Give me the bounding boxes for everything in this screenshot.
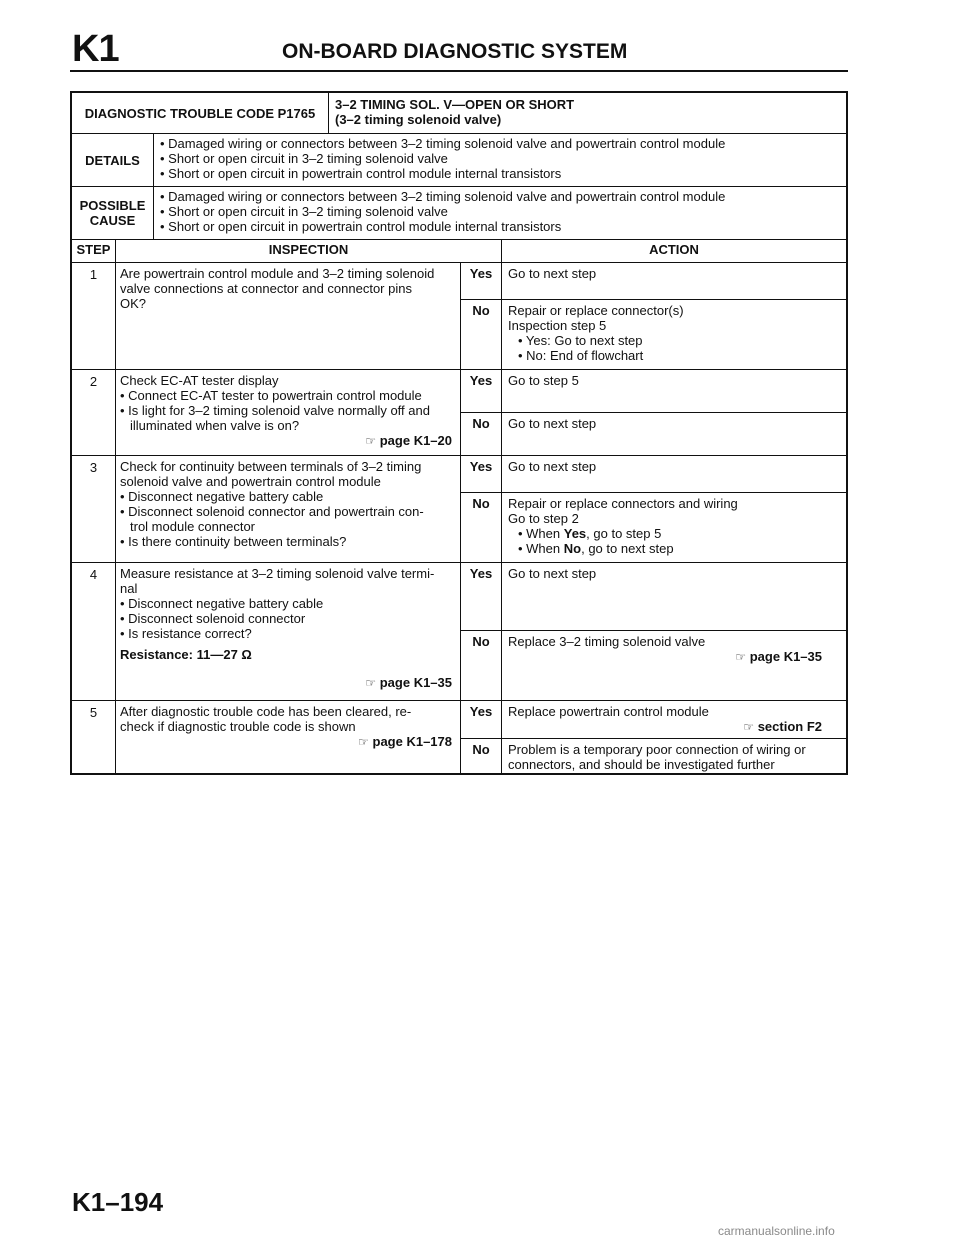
- details-item: • Short or open circuit in powertrain control module internal transistors: [160, 166, 562, 181]
- pointing-hand-icon: ☞: [358, 735, 369, 749]
- yes-action-row: [461, 456, 846, 493]
- no-action-row: [461, 739, 846, 775]
- yes-label: Yes: [461, 370, 502, 412]
- dtc-label: DIAGNOSTIC TROUBLE CODE P1765: [72, 93, 329, 133]
- header-rule: [70, 70, 848, 72]
- action-line: Go to step 2: [508, 511, 579, 526]
- action-line: Replace powertrain control module: [508, 704, 709, 719]
- no-action: [502, 631, 846, 700]
- cause-label-line2: CAUSE: [89, 213, 136, 228]
- inspection-line: • Is light for 3–2 timing solenoid valve normally off and: [120, 403, 430, 418]
- inspection-line: solenoid valve and powertrain control module: [120, 474, 381, 489]
- no-action-row: [461, 413, 846, 455]
- cause-item: • Damaged wiring or connectors between 3–2 timing solenoid valve and powertrain control module: [160, 189, 726, 204]
- inspection-line: check if diagnostic trouble code is shown: [120, 719, 356, 734]
- dtc-title: [329, 93, 580, 133]
- page-reference-text: page K1–178: [372, 734, 452, 749]
- column-header-row: [72, 240, 846, 263]
- no-action: [502, 739, 846, 775]
- step-column-header: STEP: [72, 240, 116, 262]
- cause-list: [154, 187, 731, 239]
- action-column-header: ACTION: [649, 242, 699, 257]
- section-reference: [508, 719, 840, 735]
- step-actions: [461, 263, 846, 369]
- no-label: No: [461, 413, 502, 455]
- step-row: [72, 456, 846, 563]
- step-number: 5: [72, 701, 116, 773]
- yes-label: Yes: [461, 563, 502, 630]
- page-reference: [120, 433, 456, 449]
- action-line: • Yes: Go to next step: [518, 333, 643, 348]
- yes-label: Yes: [461, 263, 502, 299]
- step-actions: [461, 456, 846, 562]
- page-reference: [120, 734, 456, 750]
- inspection-line: After diagnostic trouble code has been cleared, re-: [120, 704, 412, 719]
- inspection-line: Check EC-AT tester display: [120, 373, 279, 388]
- action-line: • No: End of flowchart: [518, 348, 644, 363]
- action-line: [508, 541, 840, 556]
- step-inspection: [116, 701, 461, 773]
- page-reference-text: page K1–35: [379, 675, 452, 690]
- inspection-line: Check for continuity between terminals of 3–2 timing: [120, 459, 422, 474]
- step-actions: [461, 701, 846, 773]
- no-action-row: [461, 493, 846, 562]
- cause-label-line1: POSSIBLE: [79, 198, 146, 213]
- no-action: [502, 493, 846, 562]
- action-text: , go to step 5: [586, 526, 662, 541]
- pointing-hand-icon: ☞: [743, 720, 755, 734]
- yes-action: Go to next step: [508, 566, 597, 581]
- yes-label: Yes: [461, 701, 502, 738]
- cause-row: [72, 187, 846, 240]
- action-line: Repair or replace connector(s): [508, 303, 684, 318]
- resistance-spec: Resistance: 11—27 Ω: [120, 647, 252, 662]
- inspection-line: Measure resistance at 3–2 timing solenoid valve termi-: [120, 566, 435, 581]
- page-title: ON-BOARD DIAGNOSTIC SYSTEM: [282, 40, 628, 63]
- action-line: connectors, and should be investigated further: [508, 757, 775, 772]
- action-emphasis: Yes: [563, 526, 587, 541]
- action-line: [508, 526, 840, 541]
- page-reference: [508, 649, 840, 665]
- yes-action: Go to next step: [508, 266, 597, 281]
- dtc-title-line2: (3–2 timing solenoid valve): [335, 112, 502, 127]
- step-inspection: [116, 456, 461, 562]
- inspection-line: OK?: [120, 296, 147, 311]
- step-number: 2: [72, 370, 116, 455]
- dtc-row: [72, 93, 846, 134]
- action-text: , go to next step: [581, 541, 674, 556]
- inspection-line: illuminated when valve is on?: [130, 418, 300, 433]
- action-line: Inspection step 5: [508, 318, 607, 333]
- yes-label: Yes: [461, 456, 502, 492]
- watermark: carmanualsonline.info: [718, 1224, 835, 1238]
- page-number: K1–194: [72, 1187, 164, 1217]
- no-action: Go to next step: [508, 416, 597, 431]
- no-action: [502, 300, 846, 369]
- inspection-line: Are powertrain control module and 3–2 timing solenoid: [120, 266, 435, 281]
- details-item: • Damaged wiring or connectors between 3–2 timing solenoid valve and powertrain control module: [160, 136, 726, 151]
- details-row: [72, 134, 846, 187]
- step-inspection: [116, 370, 461, 455]
- no-label: No: [461, 493, 502, 562]
- action-text: • When: [518, 526, 564, 541]
- step-inspection: [116, 263, 461, 369]
- diagnostic-table: [70, 91, 848, 775]
- section-code: K1: [72, 28, 119, 70]
- details-label: DETAILS: [72, 134, 154, 186]
- no-action-row: [461, 300, 846, 369]
- action-line: Problem is a temporary poor connection of wiring or: [508, 742, 806, 757]
- inspection-line: valve connections at connector and connector pins: [120, 281, 412, 296]
- inspection-line: • Disconnect negative battery cable: [120, 489, 324, 504]
- inspection-line: • Connect EC-AT tester to powertrain control module: [120, 388, 422, 403]
- pointing-hand-icon: ☞: [735, 650, 747, 664]
- step-number: 4: [72, 563, 116, 700]
- step-row: [72, 263, 846, 370]
- no-label: No: [461, 631, 502, 700]
- inspection-line: trol module connector: [130, 519, 256, 534]
- pointing-hand-icon: ☞: [365, 676, 377, 690]
- yes-action-row: [461, 370, 846, 413]
- details-list: [154, 134, 731, 186]
- inspection-column-header: INSPECTION: [116, 240, 502, 262]
- no-label: No: [461, 300, 502, 369]
- no-action-row: [461, 631, 846, 700]
- cause-item: • Short or open circuit in 3–2 timing solenoid valve: [160, 204, 448, 219]
- step-number: 3: [72, 456, 116, 562]
- step-inspection: [116, 563, 461, 700]
- yes-action: [502, 701, 846, 738]
- details-item: • Short or open circuit in 3–2 timing solenoid valve: [160, 151, 448, 166]
- page-reference-text: page K1–35: [749, 649, 822, 664]
- cause-item: • Short or open circuit in powertrain control module internal transistors: [160, 219, 562, 234]
- yes-action-row: [461, 563, 846, 631]
- step-actions: [461, 370, 846, 455]
- inspection-line: • Disconnect solenoid connector and powertrain con-: [120, 504, 424, 519]
- step-number: 1: [72, 263, 116, 369]
- inspection-line: nal: [120, 581, 138, 596]
- step-actions: [461, 563, 846, 700]
- inspection-line: • Is there continuity between terminals?: [120, 534, 347, 549]
- action-emphasis: No: [563, 541, 582, 556]
- pointing-hand-icon: ☞: [365, 434, 377, 448]
- yes-action: Go to step 5: [508, 373, 579, 388]
- page-reference: [120, 675, 456, 691]
- action-line: Repair or replace connectors and wiring: [508, 496, 738, 511]
- yes-action-row: [461, 263, 846, 300]
- cause-label: [72, 187, 154, 239]
- action-line: Replace 3–2 timing solenoid valve: [508, 634, 706, 649]
- page-reference-text: page K1–20: [379, 433, 452, 448]
- inspection-line: • Disconnect solenoid connector: [120, 611, 306, 626]
- yes-action-row: [461, 701, 846, 739]
- no-label: No: [461, 739, 502, 775]
- inspection-line: • Is resistance correct?: [120, 626, 252, 641]
- step-row: [72, 701, 846, 773]
- action-text: • When: [518, 541, 564, 556]
- yes-action: Go to next step: [508, 459, 597, 474]
- step-row: [72, 563, 846, 701]
- inspection-line: • Disconnect negative battery cable: [120, 596, 324, 611]
- dtc-title-line1: 3–2 TIMING SOL. V—OPEN OR SHORT: [335, 97, 575, 112]
- step-row: [72, 370, 846, 456]
- section-reference-text: section F2: [757, 719, 822, 734]
